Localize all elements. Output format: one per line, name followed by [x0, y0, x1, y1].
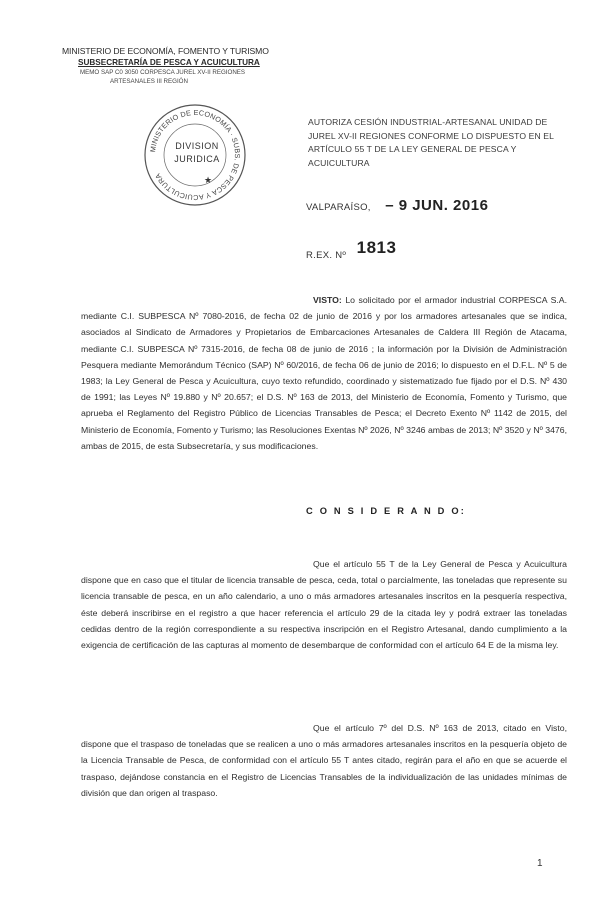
rex-number: 1813 — [356, 238, 397, 257]
paragraph-2-text: Que el artículo 7º del D.S. Nº 163 de 2013, citado en Visto, dispone que el traspaso de toneladas que se realicen a uno o más armadores artesanales inscritos en la pesquería objeto de la Licencia Transable de Pesca, de conformidad con el artículo 55 T antes citado, regirán para el año en que se acuerde el traspaso, dejándose constancia en el Registro de Licencias Transables de la individualización de las unidades mínimas de división que dan origen al traspaso. — [81, 723, 567, 798]
stamp-line-division: DIVISION — [175, 141, 219, 151]
visto-paragraph — [81, 292, 567, 454]
place-and-date — [306, 197, 488, 215]
division-juridica-stamp — [140, 100, 250, 210]
visto-label: VISTO: — [313, 295, 342, 305]
subsecretaria-name: SUBSECRETARÍA DE PESCA Y ACUICULTURA — [78, 58, 260, 67]
memo-reference-line2: ARTESANALES III REGIÓN — [110, 78, 188, 85]
stamp-ring-text: MINISTERIO DE ECONOMÍA · SUBS. DE PESCA Y ACUICULTURA — [148, 107, 243, 203]
ministry-header — [62, 46, 302, 86]
resolution-title: AUTORIZA CESIÓN INDUSTRIAL-ARTESANAL UNIDAD DE JUREL XV-II REGIONES CONFORME LO DISPUESTO EN EL ARTÍCULO 55 T DE LA LEY GENERAL DE PESCA Y ACUICULTURA — [308, 117, 554, 168]
stamp-star-icon: ★ — [203, 176, 213, 186]
considerando-paragraph-2 — [81, 720, 567, 801]
considerando-paragraph-1 — [81, 556, 567, 653]
place: VALPARAÍSO, — [306, 202, 371, 213]
paragraph-1-text: Que el artículo 55 T de la Ley General de Pesca y Acuicultura dispone que en caso que el titular de licencia transable de pesca, ceda, total o parcialmente, las toneladas que represente su licencia transable de pesca, en un año calendario, a uno o más armadores artesanales inscritos en la pesquería respectiva, éste deberá inscribirse en el registro a que hacer referencia el artículo 29 de la citada ley y podrá extraer las toneladas cedidas dentro de la región correspondiente a su respectiva inscripción en el Registro Artesanal, dando cumplimiento a la exigencia de certificación de las capturas al momento de desembarque de conformidad con el artículo 64 E de la misma ley. — [81, 559, 567, 651]
resolution-date: – 9 JUN. 2016 — [385, 197, 489, 214]
page-number: 1 — [537, 858, 543, 869]
memo-reference: MEMO SAP C0 3050 CORPESCA JUREL XV-II REGIONES — [80, 69, 246, 76]
ministry-name: MINISTERIO DE ECONOMÍA, FOMENTO Y TURISMO — [62, 46, 269, 56]
rex-label: R.EX. Nº — [306, 250, 347, 261]
stamp-line-juridica: JURIDICA — [174, 154, 220, 164]
visto-text: Lo solicitado por el armador industrial CORPESCA S.A. mediante C.I. SUBPESCA Nº 7080-2016, de fecha 02 de junio de 2016 y por los armadores artesanales que se indica, asociados al Sindicato de Armadores y Propietarios de Embarcaciones Artesanales de Caldera III Región de Atacama, mediante C.I. SUBPESCA Nº 7315-2016, de fecha 08 de junio de 2016 ; la información por la División de Administración Pesquera mediante Memorándum Técnico (SAP) Nº 60/2016, de fecha 06 de junio de 2016; lo dispuesto en el D.F.L. Nº 5 de 1983; la Ley General de Pesca y Acuicultura, cuyo texto refundido, coordinado y sistematizado fue fijado por el D.S. Nº 430 de 1991; las Leyes Nº 19.880 y Nº 20.657; el D.S. Nº 163 de 2013, del Ministerio de Economía, Fomento y Turismo, que aprueba el Reglamento del Registro Público de Licencias Transables de Pesca; el Decreto Exento Nº 1142 de 2015, del Ministerio de Economía, Fomento y Turismo; las Resoluciones Exentas Nº 2026, Nº 3246 ambas de 2013; Nº 3520 y Nº 3476, ambas de 2015, de esta Subsecretaría, y sus modificaciones. — [81, 295, 567, 451]
considerando-heading: C O N S I D E R A N D O: — [306, 506, 467, 516]
resolution-number — [306, 238, 397, 263]
